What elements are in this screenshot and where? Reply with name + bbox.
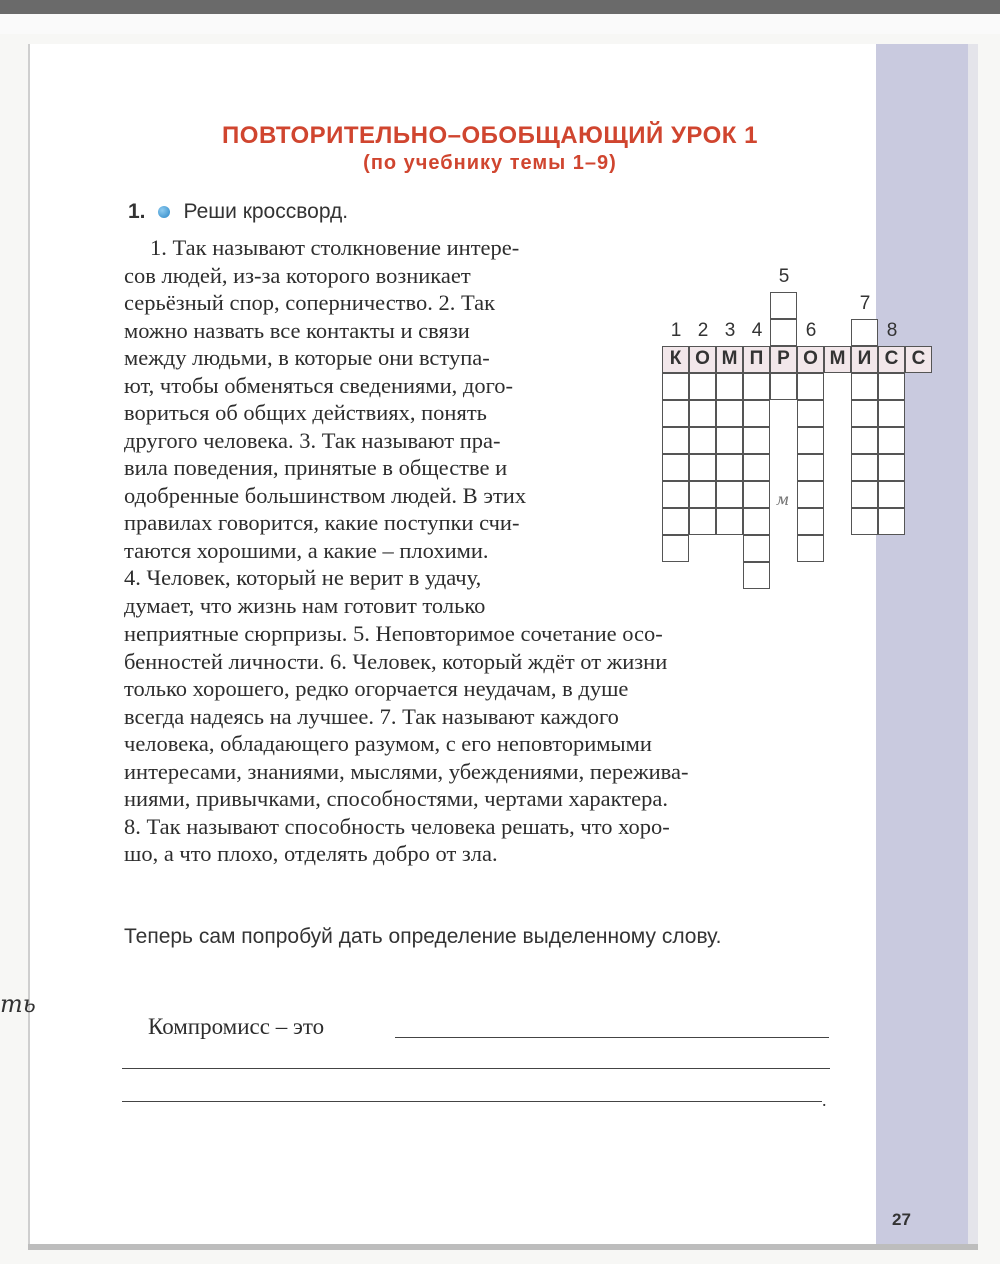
lesson-subtitle: (по учебнику темы 1–9): [363, 152, 617, 174]
clue-line: таются хорошими, а какие – плохими.: [124, 537, 489, 563]
task-header: [128, 200, 348, 224]
clue-line: шо, а что плохо, отделять добро от зла.: [124, 841, 498, 866]
clue-line: думает, что жизнь нам готовит только: [124, 592, 486, 618]
crossword-key-letter: С: [905, 346, 932, 373]
scan-border-top: [0, 0, 1000, 14]
clue-line: неприятные сюрпризы. 5. Неповторимое сочетание осо-: [124, 621, 663, 646]
crossword-clues: [124, 234, 636, 619]
clue-line: одобренные большинством людей. В этих: [124, 482, 527, 508]
task-number: 1.: [128, 200, 146, 223]
page-number: 27: [892, 1210, 911, 1229]
handwritten-margin-note: ть: [0, 990, 36, 1018]
clue-line: человека, обладающего разумом, с его неповторимыми: [124, 731, 652, 756]
clue-line: всегда надеясь на лучшее. 7. Так называют каждого: [124, 703, 619, 729]
answer-line-1[interactable]: [395, 1037, 829, 1038]
crossword-clues-continued: [124, 620, 834, 868]
crossword-key-letter: Р: [770, 346, 797, 373]
lesson-title: ПОВТОРИТЕЛЬНО–ОБОБЩАЮЩИЙ УРОК 1: [222, 122, 758, 149]
clue-line: 8. Так называют способность человека решать, что хоро-: [124, 813, 670, 839]
page-bottom-edge: [28, 1244, 978, 1250]
answer-end-mark: .: [822, 1090, 827, 1110]
task-marker-icon: [158, 206, 170, 218]
clue-line: интересами, знаниями, мыслями, убеждениями, пережива-: [124, 758, 689, 784]
crossword-key-letter: М: [716, 346, 743, 373]
crossword-number: 1: [670, 320, 682, 341]
crossword-key-letter: М: [824, 346, 851, 373]
clue-line: другого человека. 3. Так называют пра-: [124, 427, 501, 453]
crossword-key-letter: П: [743, 346, 770, 373]
crossword-key-letter: К: [662, 346, 689, 373]
crossword-key-letter: О: [689, 346, 716, 373]
clue-line: ют, чтобы обменяться сведениями, дого-: [124, 372, 514, 398]
crossword-key-letter: С: [878, 346, 905, 373]
crossword-number: 4: [751, 320, 763, 341]
clue-line: 1. Так называют столкновение интере-: [150, 235, 520, 260]
crossword-number: 2: [697, 320, 709, 341]
clue-line: между людьми, в которые они вступа-: [124, 345, 490, 370]
clue-line: вориться об общих действиях, понять: [124, 400, 487, 425]
clue-line: ниями, привычками, способностями, чертами характера.: [124, 786, 668, 811]
clue-line: можно назвать все контакты и связи: [124, 317, 470, 343]
answer-line-2[interactable]: [122, 1068, 830, 1069]
crossword-key-letter: О: [797, 346, 824, 373]
page-edge: [968, 44, 978, 1244]
definition-prompt: Теперь сам попробуй дать определение выделенному слову.: [124, 925, 722, 948]
clue-line: 4. Человек, который не верит в удачу,: [124, 565, 482, 590]
page-side-strip: [876, 44, 968, 1244]
task-instruction: Реши кроссворд.: [183, 200, 349, 223]
pencil-mark: м: [776, 490, 790, 509]
clue-line: бенностей личности. 6. Человек, который ждёт от жизни: [124, 648, 668, 674]
crossword-key-letter: И: [851, 346, 878, 373]
clue-line: сов людей, из-за которого возникает: [124, 262, 471, 288]
clue-line: вила поведения, принятые в обществе и: [124, 455, 508, 480]
scan-margin: [0, 14, 1000, 34]
clue-line: только хорошего, редко огорчается неудачам, в душе: [124, 676, 629, 701]
clue-line: правилах говорится, какие поступки счи-: [124, 510, 520, 535]
clue-line: серьёзный спор, соперничество. 2. Так: [124, 290, 496, 315]
crossword-number: 6: [805, 320, 817, 341]
crossword-number: 3: [724, 320, 736, 341]
answer-line-3[interactable]: [122, 1101, 822, 1102]
answer-label: Компромисс – это: [148, 1014, 325, 1039]
crossword-number: 8: [886, 320, 898, 341]
crossword-number: 7: [859, 293, 871, 314]
crossword-number: 5: [778, 266, 790, 287]
